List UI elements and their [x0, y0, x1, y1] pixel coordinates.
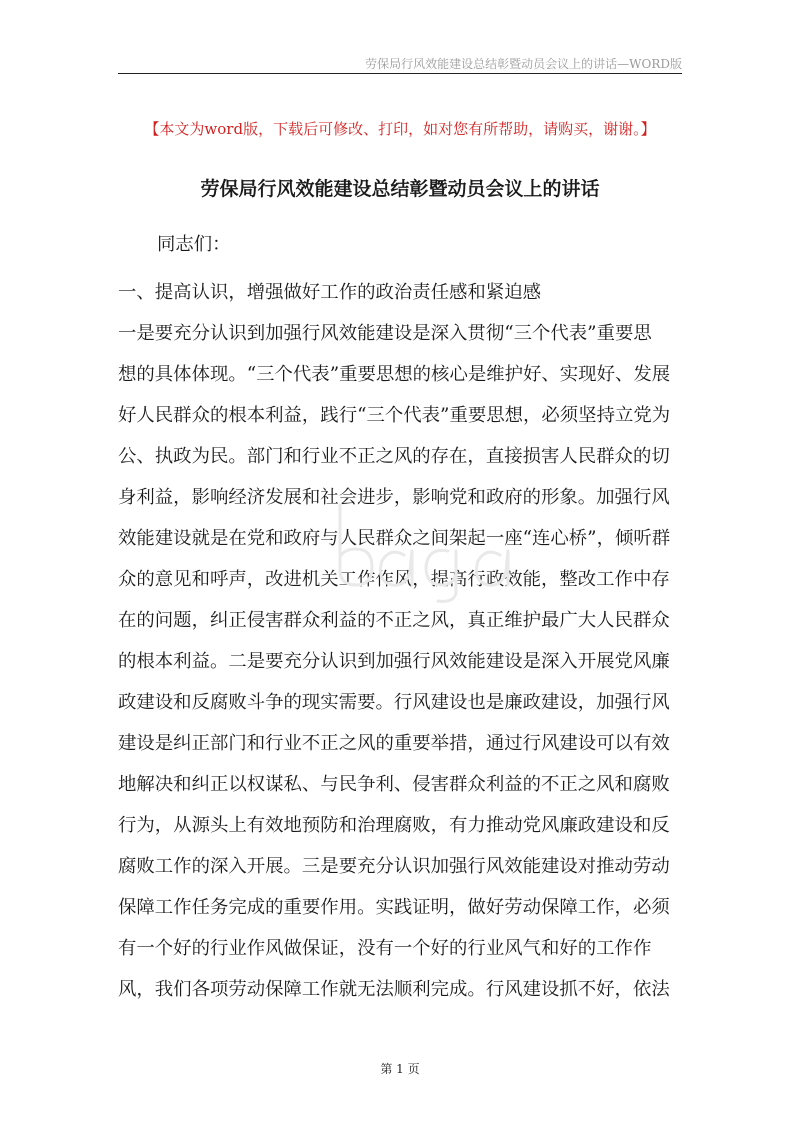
- body-line: 建设是纠正部门和行业不正之风的重要举措，通过行风建设可以有效: [118, 733, 670, 754]
- body-line: 行为，从源头上有效地预防和治理腐败，有力推动党风廉政建设和反: [118, 815, 670, 836]
- body-line: 效能建设就是在党和政府与人民群众之间架起一座“连心桥”，倾听群: [118, 528, 671, 549]
- download-notice: 【本文为word版，下载后可修改、打印，如对您有所帮助，请购买，谢谢。】: [144, 120, 656, 138]
- body-line: 在的问题，纠正侵害群众利益的不正之风，真正维护最广大人民群众: [118, 610, 670, 631]
- body-line: 公、执政为民。部门和行业不正之风的存在，直接损害人民群众的切: [118, 446, 670, 467]
- body-line: 风，我们各项劳动保障工作就无法顺利完成。行风建设抓不好，依法: [118, 979, 670, 1000]
- salutation: 同志们：: [157, 234, 231, 255]
- page-number: 第 1 页: [380, 1062, 420, 1076]
- body-line: 有一个好的行业作风做保证，没有一个好的行业风气和好的工作作: [118, 938, 652, 959]
- body-line: 众的意见和呼声，改进机关工作作风，提高行政效能，整改工作中存: [118, 569, 670, 590]
- header-divider: [118, 73, 682, 74]
- body-line: 地解决和纠正以权谋私、与民争利、侵害群众利益的不正之风和腐败: [118, 774, 670, 795]
- running-header: 劳保局行风效能建设总结彰暨动员会议上的讲话—WORD版: [365, 57, 682, 71]
- section-heading: 一、提高认识，增强做好工作的政治责任感和紧迫感: [118, 282, 541, 303]
- body-line: 身利益，影响经济发展和社会进步，影响党和政府的形象。加强行风: [118, 487, 670, 508]
- document-title: 劳保局行风效能建设总结彰暨动员会议上的讲话: [200, 178, 600, 200]
- body-line: 保障工作任务完成的重要作用。实践证明，做好劳动保障工作，必须: [118, 897, 670, 918]
- body-line: 想的具体体现。“三个代表”重要思想的核心是维护好、实现好、发展: [118, 364, 671, 385]
- body-line: 好人民群众的根本利益，践行“三个代表”重要思想，必须坚持立党为: [118, 405, 671, 426]
- body-line: 政建设和反腐败斗争的现实需要。行风建设也是廉政建设，加强行风: [118, 692, 670, 713]
- body-line: 的根本利益。二是要充分认识到加强行风效能建设是深入开展党风廉: [118, 651, 670, 672]
- body-line: 腐败工作的深入开展。三是要充分认识加强行风效能建设对推动劳动: [118, 856, 670, 877]
- body-line: 一是要充分认识到加强行风效能建设是深入贯彻“三个代表”重要思: [118, 323, 652, 344]
